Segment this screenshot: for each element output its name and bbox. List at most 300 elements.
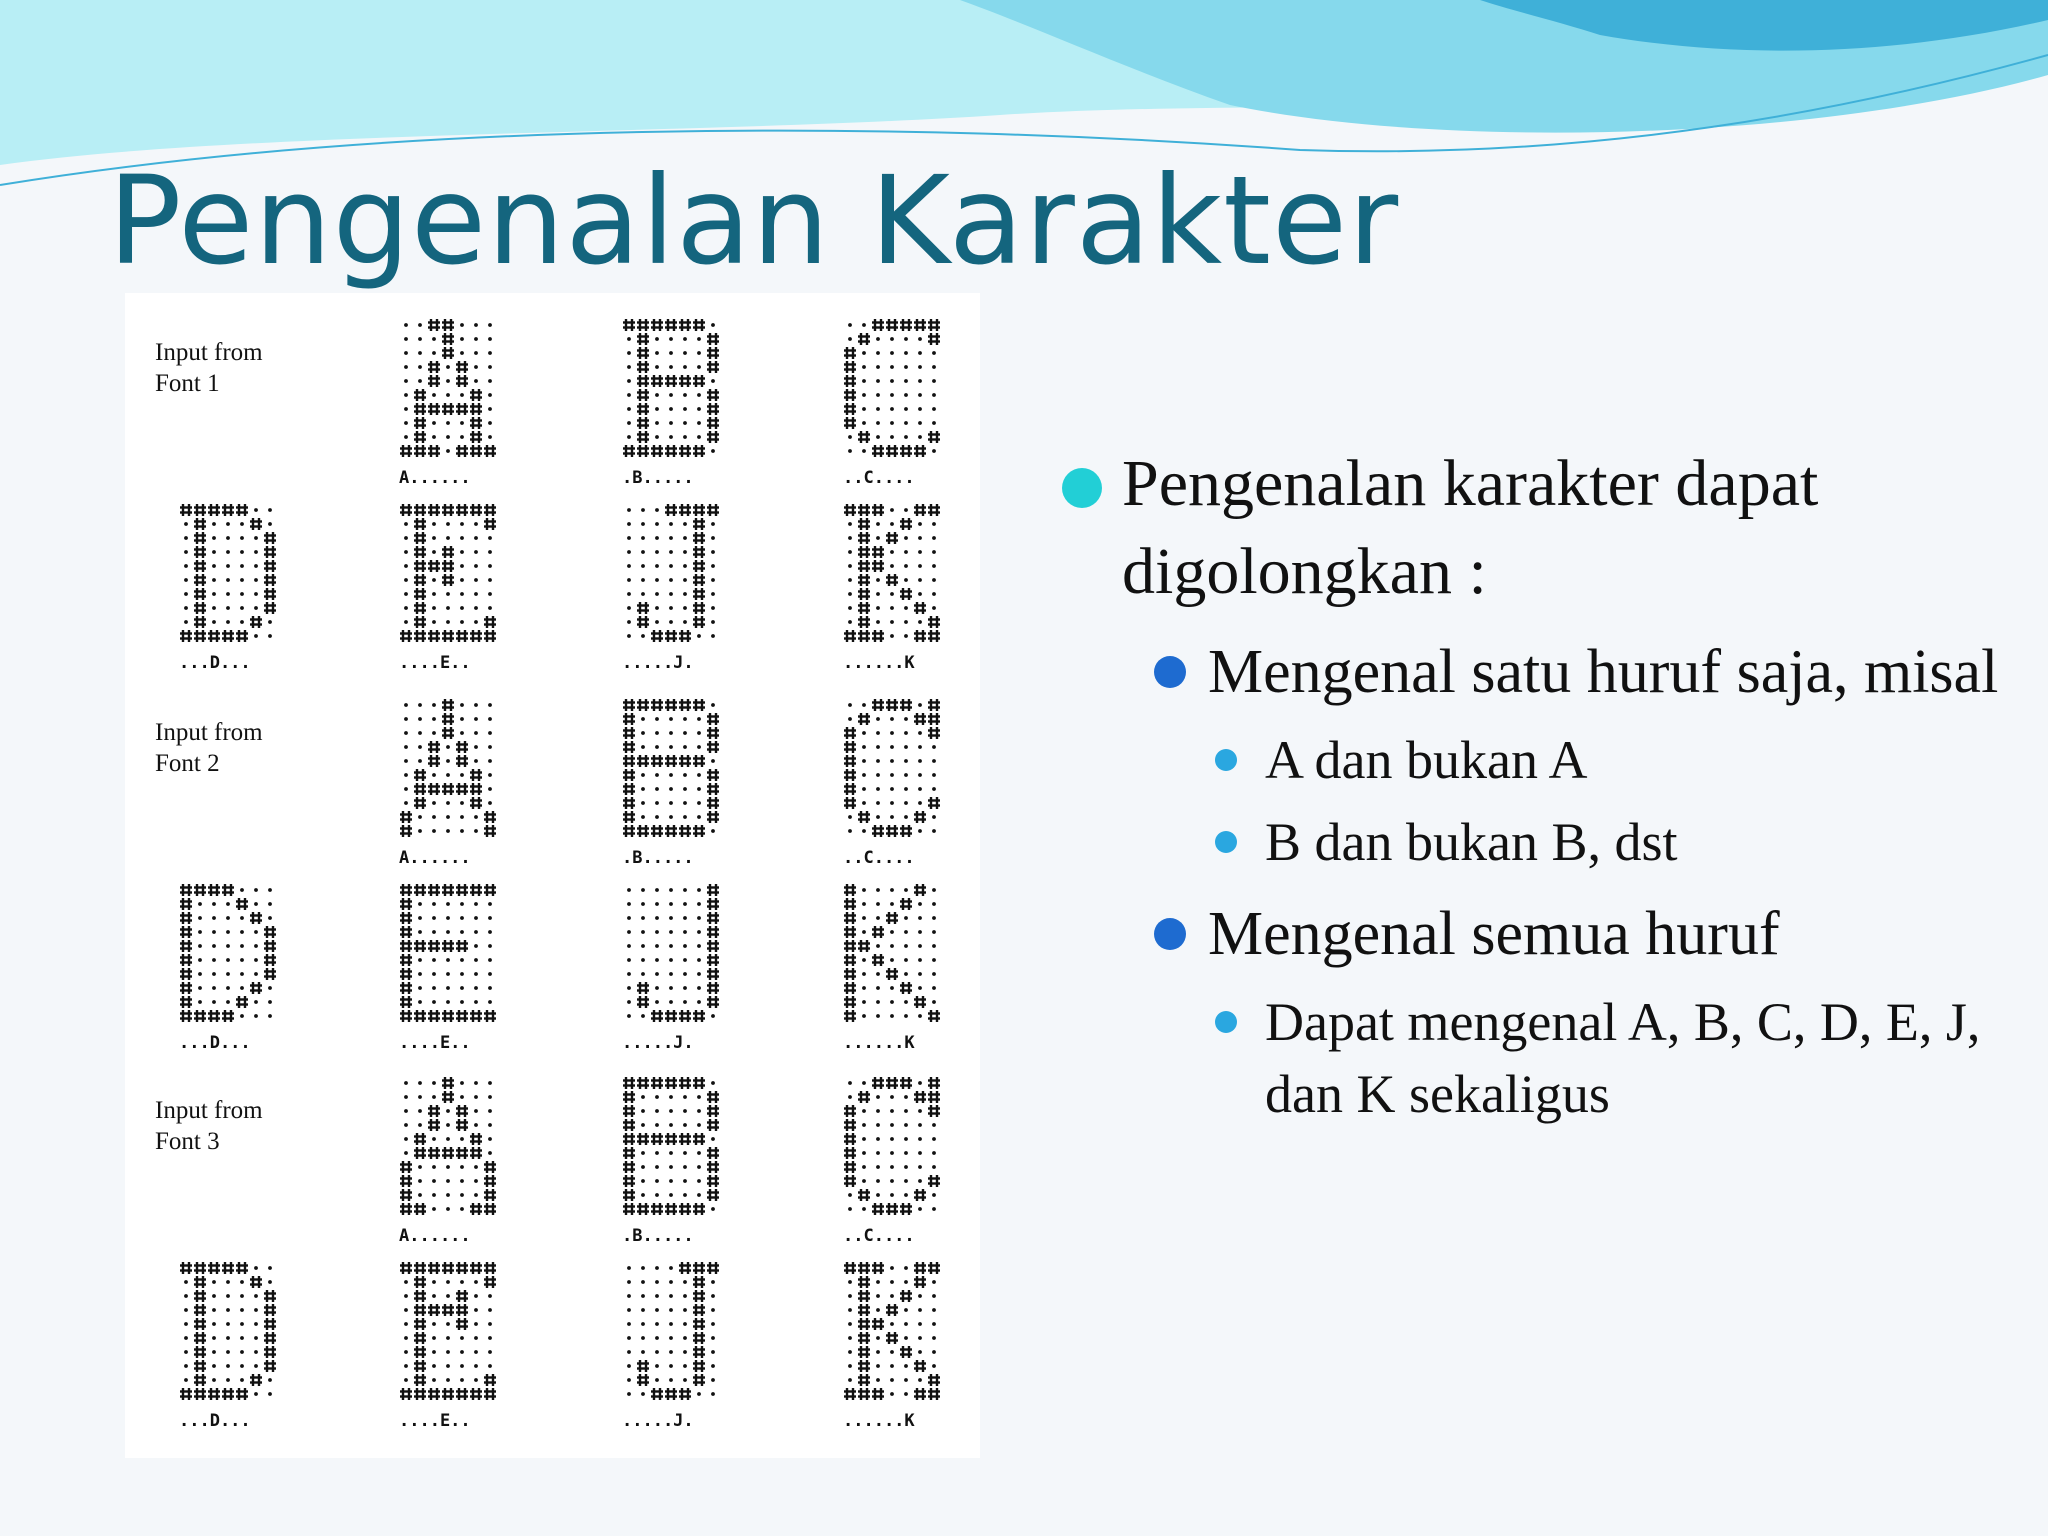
dot-cell xyxy=(641,1095,645,1099)
hash-cell xyxy=(442,347,454,359)
dot-cell xyxy=(432,958,436,962)
glyph-caption: A...... xyxy=(399,468,471,488)
hash-cell xyxy=(456,940,468,952)
dot-cell xyxy=(627,902,631,906)
hash-cell xyxy=(414,1318,426,1330)
dot-cell xyxy=(627,606,631,610)
hash-cell xyxy=(250,518,262,530)
hash-cell xyxy=(886,968,898,980)
dot-cell xyxy=(876,986,880,990)
dot-cell xyxy=(697,1109,701,1113)
dot-cell xyxy=(627,508,631,512)
dot-cell xyxy=(212,916,216,920)
dot-cell xyxy=(862,958,866,962)
dot-cell xyxy=(240,550,244,554)
dot-cell xyxy=(641,564,645,568)
dot-cell xyxy=(404,592,408,596)
dot-cell xyxy=(890,1014,894,1018)
hash-cell xyxy=(872,1388,884,1400)
dot-cell xyxy=(212,578,216,582)
dot-cell xyxy=(212,536,216,540)
dot-cell xyxy=(432,1095,436,1099)
hash-cell xyxy=(442,1388,454,1400)
dot-cell xyxy=(655,337,659,341)
hash-cell xyxy=(264,532,276,544)
hash-cell xyxy=(414,769,426,781)
dot-cell xyxy=(669,536,673,540)
glyph-caption: .B..... xyxy=(622,848,694,868)
hash-cell xyxy=(886,1304,898,1316)
dot-cell xyxy=(226,1000,230,1004)
dot-cell xyxy=(268,1378,272,1382)
dot-cell xyxy=(432,421,436,425)
dot-cell xyxy=(697,337,701,341)
hash-cell xyxy=(470,783,482,795)
dot-cell xyxy=(862,902,866,906)
dot-cell xyxy=(460,1165,464,1169)
dot-cell xyxy=(697,986,701,990)
hash-cell xyxy=(194,1010,206,1022)
dot-cell xyxy=(711,1081,715,1085)
dot-cell xyxy=(890,1364,894,1368)
dot-cell xyxy=(918,1350,922,1354)
dot-cell xyxy=(655,435,659,439)
hash-cell xyxy=(679,1203,691,1215)
dot-cell xyxy=(184,536,188,540)
dot-cell xyxy=(460,986,464,990)
dot-cell xyxy=(198,1000,202,1004)
hash-cell xyxy=(844,926,856,938)
hash-cell xyxy=(456,1318,468,1330)
dot-cell xyxy=(932,351,936,355)
hash-cell xyxy=(858,602,870,614)
dot-cell xyxy=(418,972,422,976)
dot-cell xyxy=(669,1123,673,1127)
hash-cell xyxy=(623,699,635,711)
dot-cell xyxy=(711,1336,715,1340)
dot-cell xyxy=(862,787,866,791)
dot-cell xyxy=(446,1207,450,1211)
dot-cell xyxy=(683,1308,687,1312)
hash-cell xyxy=(456,504,468,516)
dot-cell xyxy=(198,930,202,934)
dot-cell xyxy=(268,1392,272,1396)
dot-cell xyxy=(627,351,631,355)
hash-cell xyxy=(844,1388,856,1400)
hash-cell xyxy=(208,1262,220,1274)
dot-cell xyxy=(655,745,659,749)
dot-cell xyxy=(862,972,866,976)
dot-cell xyxy=(226,986,230,990)
dot-cell xyxy=(641,916,645,920)
dot-cell xyxy=(848,815,852,819)
dot-cell xyxy=(474,564,478,568)
glyph-bitmap xyxy=(843,503,941,643)
dot-cell xyxy=(488,703,492,707)
dot-cell xyxy=(683,393,687,397)
dot-cell xyxy=(904,393,908,397)
hash-cell xyxy=(693,518,705,530)
dot-cell xyxy=(418,1000,422,1004)
hash-cell xyxy=(707,361,719,373)
hash-cell xyxy=(858,1189,870,1201)
hash-cell xyxy=(651,1388,663,1400)
dot-cell xyxy=(254,564,258,568)
dot-cell xyxy=(669,1165,673,1169)
dot-cell xyxy=(432,606,436,610)
bullet-text: Mengenal semua huruf xyxy=(1208,900,1780,968)
dot-cell xyxy=(904,1014,908,1018)
hash-cell xyxy=(693,546,705,558)
dot-cell xyxy=(446,1364,450,1368)
hash-cell xyxy=(651,699,663,711)
dot-cell xyxy=(488,421,492,425)
dot-cell xyxy=(446,1165,450,1169)
dot-cell xyxy=(669,1151,673,1155)
dot-cell xyxy=(460,592,464,596)
hash-cell xyxy=(623,727,635,739)
hash-cell xyxy=(858,588,870,600)
hash-cell xyxy=(484,811,496,823)
dot-cell xyxy=(404,1322,408,1326)
dot-cell xyxy=(488,930,492,934)
hash-cell xyxy=(707,1147,719,1159)
dot-cell xyxy=(460,916,464,920)
hash-cell xyxy=(194,532,206,544)
dot-cell xyxy=(904,944,908,948)
dot-cell xyxy=(876,1294,880,1298)
dot-cell xyxy=(641,1266,645,1270)
dot-cell xyxy=(404,731,408,735)
hash-cell xyxy=(264,1290,276,1302)
dot-cell xyxy=(460,717,464,721)
dot-cell xyxy=(474,930,478,934)
hash-cell xyxy=(236,1388,248,1400)
dot-cell xyxy=(862,1207,866,1211)
glyph-caption: ......K xyxy=(843,653,915,673)
dot-cell xyxy=(918,1123,922,1127)
dot-cell xyxy=(918,351,922,355)
dot-cell xyxy=(488,787,492,791)
dot-cell xyxy=(226,620,230,624)
dot-cell xyxy=(904,888,908,892)
dot-cell xyxy=(432,972,436,976)
hash-cell xyxy=(623,1077,635,1089)
dot-cell xyxy=(697,745,701,749)
dot-cell xyxy=(432,1322,436,1326)
dot-cell xyxy=(683,592,687,596)
dot-cell xyxy=(918,1109,922,1113)
hash-cell xyxy=(414,1332,426,1344)
hash-cell xyxy=(900,1290,912,1302)
dot-cell xyxy=(918,1378,922,1382)
dot-cell xyxy=(932,606,936,610)
hash-cell xyxy=(470,445,482,457)
hash-cell xyxy=(637,1203,649,1215)
dot-cell xyxy=(932,1364,936,1368)
dot-cell xyxy=(876,1179,880,1183)
glyph-caption: ....E.. xyxy=(399,653,471,673)
dot-cell xyxy=(404,379,408,383)
bullet-dot-icon xyxy=(1215,831,1237,853)
hash-cell xyxy=(414,1360,426,1372)
dot-cell xyxy=(697,351,701,355)
dot-cell xyxy=(404,536,408,540)
dot-cell xyxy=(890,393,894,397)
dot-cell xyxy=(890,435,894,439)
hash-cell xyxy=(844,954,856,966)
dot-cell xyxy=(474,522,478,526)
dot-cell xyxy=(711,620,715,624)
dot-cell xyxy=(848,550,852,554)
glyph-bitmap xyxy=(399,1261,497,1401)
dot-cell xyxy=(240,592,244,596)
glyph-caption: .B..... xyxy=(622,468,694,488)
hash-cell xyxy=(456,403,468,415)
dot-cell xyxy=(641,801,645,805)
dot-cell xyxy=(641,1151,645,1155)
dot-cell xyxy=(876,1336,880,1340)
dot-cell xyxy=(890,930,894,934)
dot-cell xyxy=(240,958,244,962)
hash-cell xyxy=(693,602,705,614)
dot-cell xyxy=(488,717,492,721)
hash-cell xyxy=(470,1262,482,1274)
hash-cell xyxy=(623,1147,635,1159)
dot-cell xyxy=(904,578,908,582)
dot-cell xyxy=(711,1378,715,1382)
hash-cell xyxy=(484,1276,496,1288)
dot-cell xyxy=(432,1294,436,1298)
dot-cell xyxy=(697,958,701,962)
dot-cell xyxy=(904,1109,908,1113)
hash-cell xyxy=(484,1388,496,1400)
dot-cell xyxy=(474,1336,478,1340)
hash-cell xyxy=(456,783,468,795)
hash-cell xyxy=(456,1290,468,1302)
dot-cell xyxy=(904,787,908,791)
dot-cell xyxy=(848,578,852,582)
dot-cell xyxy=(446,365,450,369)
dot-cell xyxy=(655,1151,659,1155)
hash-cell xyxy=(442,319,454,331)
dot-cell xyxy=(655,578,659,582)
dot-cell xyxy=(198,902,202,906)
dot-cell xyxy=(268,986,272,990)
dot-cell xyxy=(655,717,659,721)
dot-cell xyxy=(474,902,478,906)
hash-cell xyxy=(637,333,649,345)
dot-cell xyxy=(474,365,478,369)
hash-cell xyxy=(208,630,220,642)
dot-cell xyxy=(488,731,492,735)
hash-cell xyxy=(693,1276,705,1288)
dot-cell xyxy=(655,592,659,596)
character-font-figure xyxy=(125,293,980,1458)
dot-cell xyxy=(655,536,659,540)
hash-cell xyxy=(222,1262,234,1274)
dot-cell xyxy=(488,801,492,805)
dot-cell xyxy=(641,1123,645,1127)
dot-cell xyxy=(240,1336,244,1340)
dot-cell xyxy=(488,1294,492,1298)
hash-cell xyxy=(858,1276,870,1288)
dot-cell xyxy=(876,1137,880,1141)
dot-cell xyxy=(932,787,936,791)
dot-cell xyxy=(655,902,659,906)
dot-cell xyxy=(876,1123,880,1127)
dot-cell xyxy=(460,703,464,707)
dot-cell xyxy=(711,564,715,568)
dot-cell xyxy=(932,1322,936,1326)
dot-cell xyxy=(932,421,936,425)
dot-cell xyxy=(474,745,478,749)
hash-cell xyxy=(194,1360,206,1372)
dot-cell xyxy=(890,1392,894,1396)
dot-cell xyxy=(474,1095,478,1099)
dot-cell xyxy=(890,1000,894,1004)
dot-cell xyxy=(876,902,880,906)
dot-cell xyxy=(862,1151,866,1155)
dot-cell xyxy=(212,944,216,948)
hash-cell xyxy=(707,898,719,910)
dot-cell xyxy=(446,435,450,439)
hash-cell xyxy=(844,1175,856,1187)
dot-cell xyxy=(918,578,922,582)
dot-cell xyxy=(212,564,216,568)
hash-cell xyxy=(623,1161,635,1173)
dot-cell xyxy=(669,801,673,805)
hash-cell xyxy=(665,504,677,516)
hash-cell xyxy=(180,912,192,924)
dot-cell xyxy=(655,930,659,934)
dot-cell xyxy=(876,1095,880,1099)
hash-cell xyxy=(651,755,663,767)
dot-cell xyxy=(862,930,866,934)
dot-cell xyxy=(641,1193,645,1197)
dot-cell xyxy=(404,550,408,554)
dot-cell xyxy=(655,508,659,512)
hash-cell xyxy=(872,954,884,966)
dot-cell xyxy=(446,801,450,805)
dot-cell xyxy=(918,393,922,397)
dot-cell xyxy=(404,1095,408,1099)
bullet-text: Mengenal satu huruf saja, misal xyxy=(1208,638,1999,706)
hash-cell xyxy=(442,699,454,711)
dot-cell xyxy=(641,930,645,934)
dot-cell xyxy=(669,1193,673,1197)
dot-cell xyxy=(876,731,880,735)
hash-cell xyxy=(456,884,468,896)
dot-cell xyxy=(683,536,687,540)
dot-cell xyxy=(418,1109,422,1113)
dot-cell xyxy=(460,972,464,976)
hash-cell xyxy=(665,375,677,387)
hash-cell xyxy=(637,982,649,994)
dot-cell xyxy=(641,1350,645,1354)
dot-cell xyxy=(918,745,922,749)
hash-cell xyxy=(844,783,856,795)
dot-cell xyxy=(890,508,894,512)
hash-cell xyxy=(470,884,482,896)
hash-cell xyxy=(693,825,705,837)
dot-cell xyxy=(212,1336,216,1340)
dot-cell xyxy=(488,564,492,568)
dot-cell xyxy=(918,1165,922,1169)
dot-cell xyxy=(212,1000,216,1004)
dot-cell xyxy=(876,606,880,610)
dot-cell xyxy=(848,1294,852,1298)
dot-cell xyxy=(669,592,673,596)
dot-cell xyxy=(474,1109,478,1113)
dot-cell xyxy=(488,379,492,383)
dot-cell xyxy=(669,773,673,777)
dot-cell xyxy=(669,717,673,721)
dot-cell xyxy=(432,1000,436,1004)
hash-cell xyxy=(456,630,468,642)
dot-cell xyxy=(862,801,866,805)
hash-cell xyxy=(194,546,206,558)
hash-cell xyxy=(637,319,649,331)
hash-cell xyxy=(456,1304,468,1316)
dot-cell xyxy=(474,606,478,610)
dot-cell xyxy=(641,536,645,540)
dot-cell xyxy=(932,365,936,369)
dot-cell xyxy=(683,1378,687,1382)
hash-cell xyxy=(914,1360,926,1372)
dot-cell xyxy=(418,731,422,735)
hash-cell xyxy=(428,741,440,753)
hash-cell xyxy=(665,1010,677,1022)
hash-cell xyxy=(456,1147,468,1159)
hash-cell xyxy=(180,504,192,516)
hash-cell xyxy=(928,504,940,516)
dot-cell xyxy=(446,1193,450,1197)
hash-cell xyxy=(414,884,426,896)
dot-cell xyxy=(683,1123,687,1127)
dot-cell xyxy=(268,620,272,624)
dot-cell xyxy=(641,1392,645,1396)
dot-cell xyxy=(240,536,244,540)
dot-cell xyxy=(226,1364,230,1368)
hash-cell xyxy=(693,1318,705,1330)
hash-cell xyxy=(707,1119,719,1131)
glyph-caption: ..C.... xyxy=(843,468,915,488)
dot-cell xyxy=(198,958,202,962)
dot-cell xyxy=(669,1364,673,1368)
dot-cell xyxy=(697,365,701,369)
hash-cell xyxy=(414,1276,426,1288)
dot-cell xyxy=(862,888,866,892)
hash-cell xyxy=(914,1091,926,1103)
dot-cell xyxy=(890,1137,894,1141)
dot-cell xyxy=(226,958,230,962)
hash-cell xyxy=(484,1010,496,1022)
hash-cell xyxy=(928,1010,940,1022)
dot-cell xyxy=(404,620,408,624)
dot-cell xyxy=(862,1014,866,1018)
dot-cell xyxy=(474,1308,478,1312)
dot-cell xyxy=(474,717,478,721)
dot-cell xyxy=(697,421,701,425)
dot-cell xyxy=(904,508,908,512)
dot-cell xyxy=(711,1014,715,1018)
hash-cell xyxy=(858,333,870,345)
hash-cell xyxy=(679,825,691,837)
hash-cell xyxy=(679,699,691,711)
dot-cell xyxy=(848,1308,852,1312)
dot-cell xyxy=(932,449,936,453)
